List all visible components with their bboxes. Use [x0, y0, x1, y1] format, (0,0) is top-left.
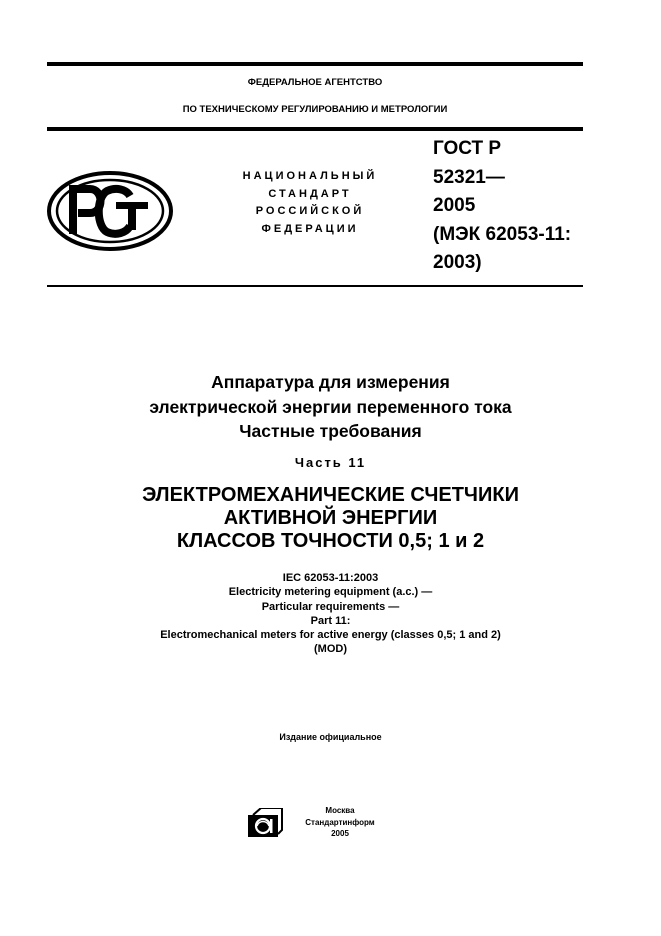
national-standard-label	[220, 168, 400, 238]
gost-number-line-5: 2003)	[433, 252, 482, 273]
gost-number	[433, 135, 593, 278]
title-line-2: электрической энергии переменного тока	[149, 396, 512, 417]
section-rule	[47, 285, 583, 287]
subtitle-line-3: КЛАССОВ ТОЧНОСТИ 0,5; 1 и 2	[176, 530, 485, 552]
subtitle-line-2: АКТИВНОЙ ЭНЕРГИИ	[223, 507, 438, 529]
title-line-1: Аппаратура для измерения	[211, 372, 450, 392]
natstd-line-4: ФЕДЕРАЦИИ	[261, 222, 359, 235]
publisher-info	[285, 805, 395, 840]
agency-line-2: ПО ТЕХНИЧЕСКОМУ РЕГУЛИРОВАНИЮ И МЕТРОЛОГИИ	[182, 104, 448, 115]
rst-certification-logo-icon	[46, 170, 174, 252]
document-title	[0, 370, 661, 444]
header-rule	[47, 127, 583, 131]
gost-number-line-3: 2005	[433, 195, 476, 216]
natstd-line-3: РОССИЙСКОЙ	[255, 205, 365, 217]
part-label: Часть 11	[294, 455, 367, 470]
publisher-year: 2005	[331, 829, 349, 838]
agency-line-1: ФЕДЕРАЛЬНОЕ АГЕНТСТВО	[247, 77, 383, 88]
iec-line-5: Electromechanical meters for active energy (classes 0,5; 1 and 2)	[160, 629, 501, 642]
natstd-line-2: СТАНДАРТ	[268, 187, 352, 200]
title-line-3: Частные требования	[239, 421, 422, 441]
iec-line-3: Particular requirements —	[261, 600, 400, 613]
iec-line-1: IEC 62053-11:2003	[282, 572, 379, 584]
gost-number-line-4: (МЭК 62053-11:	[433, 223, 572, 245]
gost-number-line-2: 52321—	[433, 166, 505, 188]
iec-reference	[0, 571, 661, 657]
subtitle-line-1: ЭЛЕКТРОМЕХАНИЧЕСКИЕ СЧЕТЧИКИ	[142, 484, 519, 506]
top-rule	[47, 62, 583, 66]
gost-number-line-1: ГОСТ Р	[433, 138, 502, 159]
standartinform-logo-icon	[247, 808, 283, 838]
publisher-name: Стандартинформ	[305, 817, 375, 827]
iec-line-6: (MOD)	[314, 643, 347, 656]
iec-line-4: Part 11:	[310, 614, 351, 627]
document-subtitle	[0, 484, 661, 553]
iec-line-2: Electricity metering equipment (a.c.) —	[228, 586, 433, 599]
natstd-line-1: НАЦИОНАЛЬНЫЙ	[242, 170, 378, 182]
publisher-city: Москва	[325, 806, 355, 815]
edition-label: Издание официальное	[279, 732, 382, 742]
